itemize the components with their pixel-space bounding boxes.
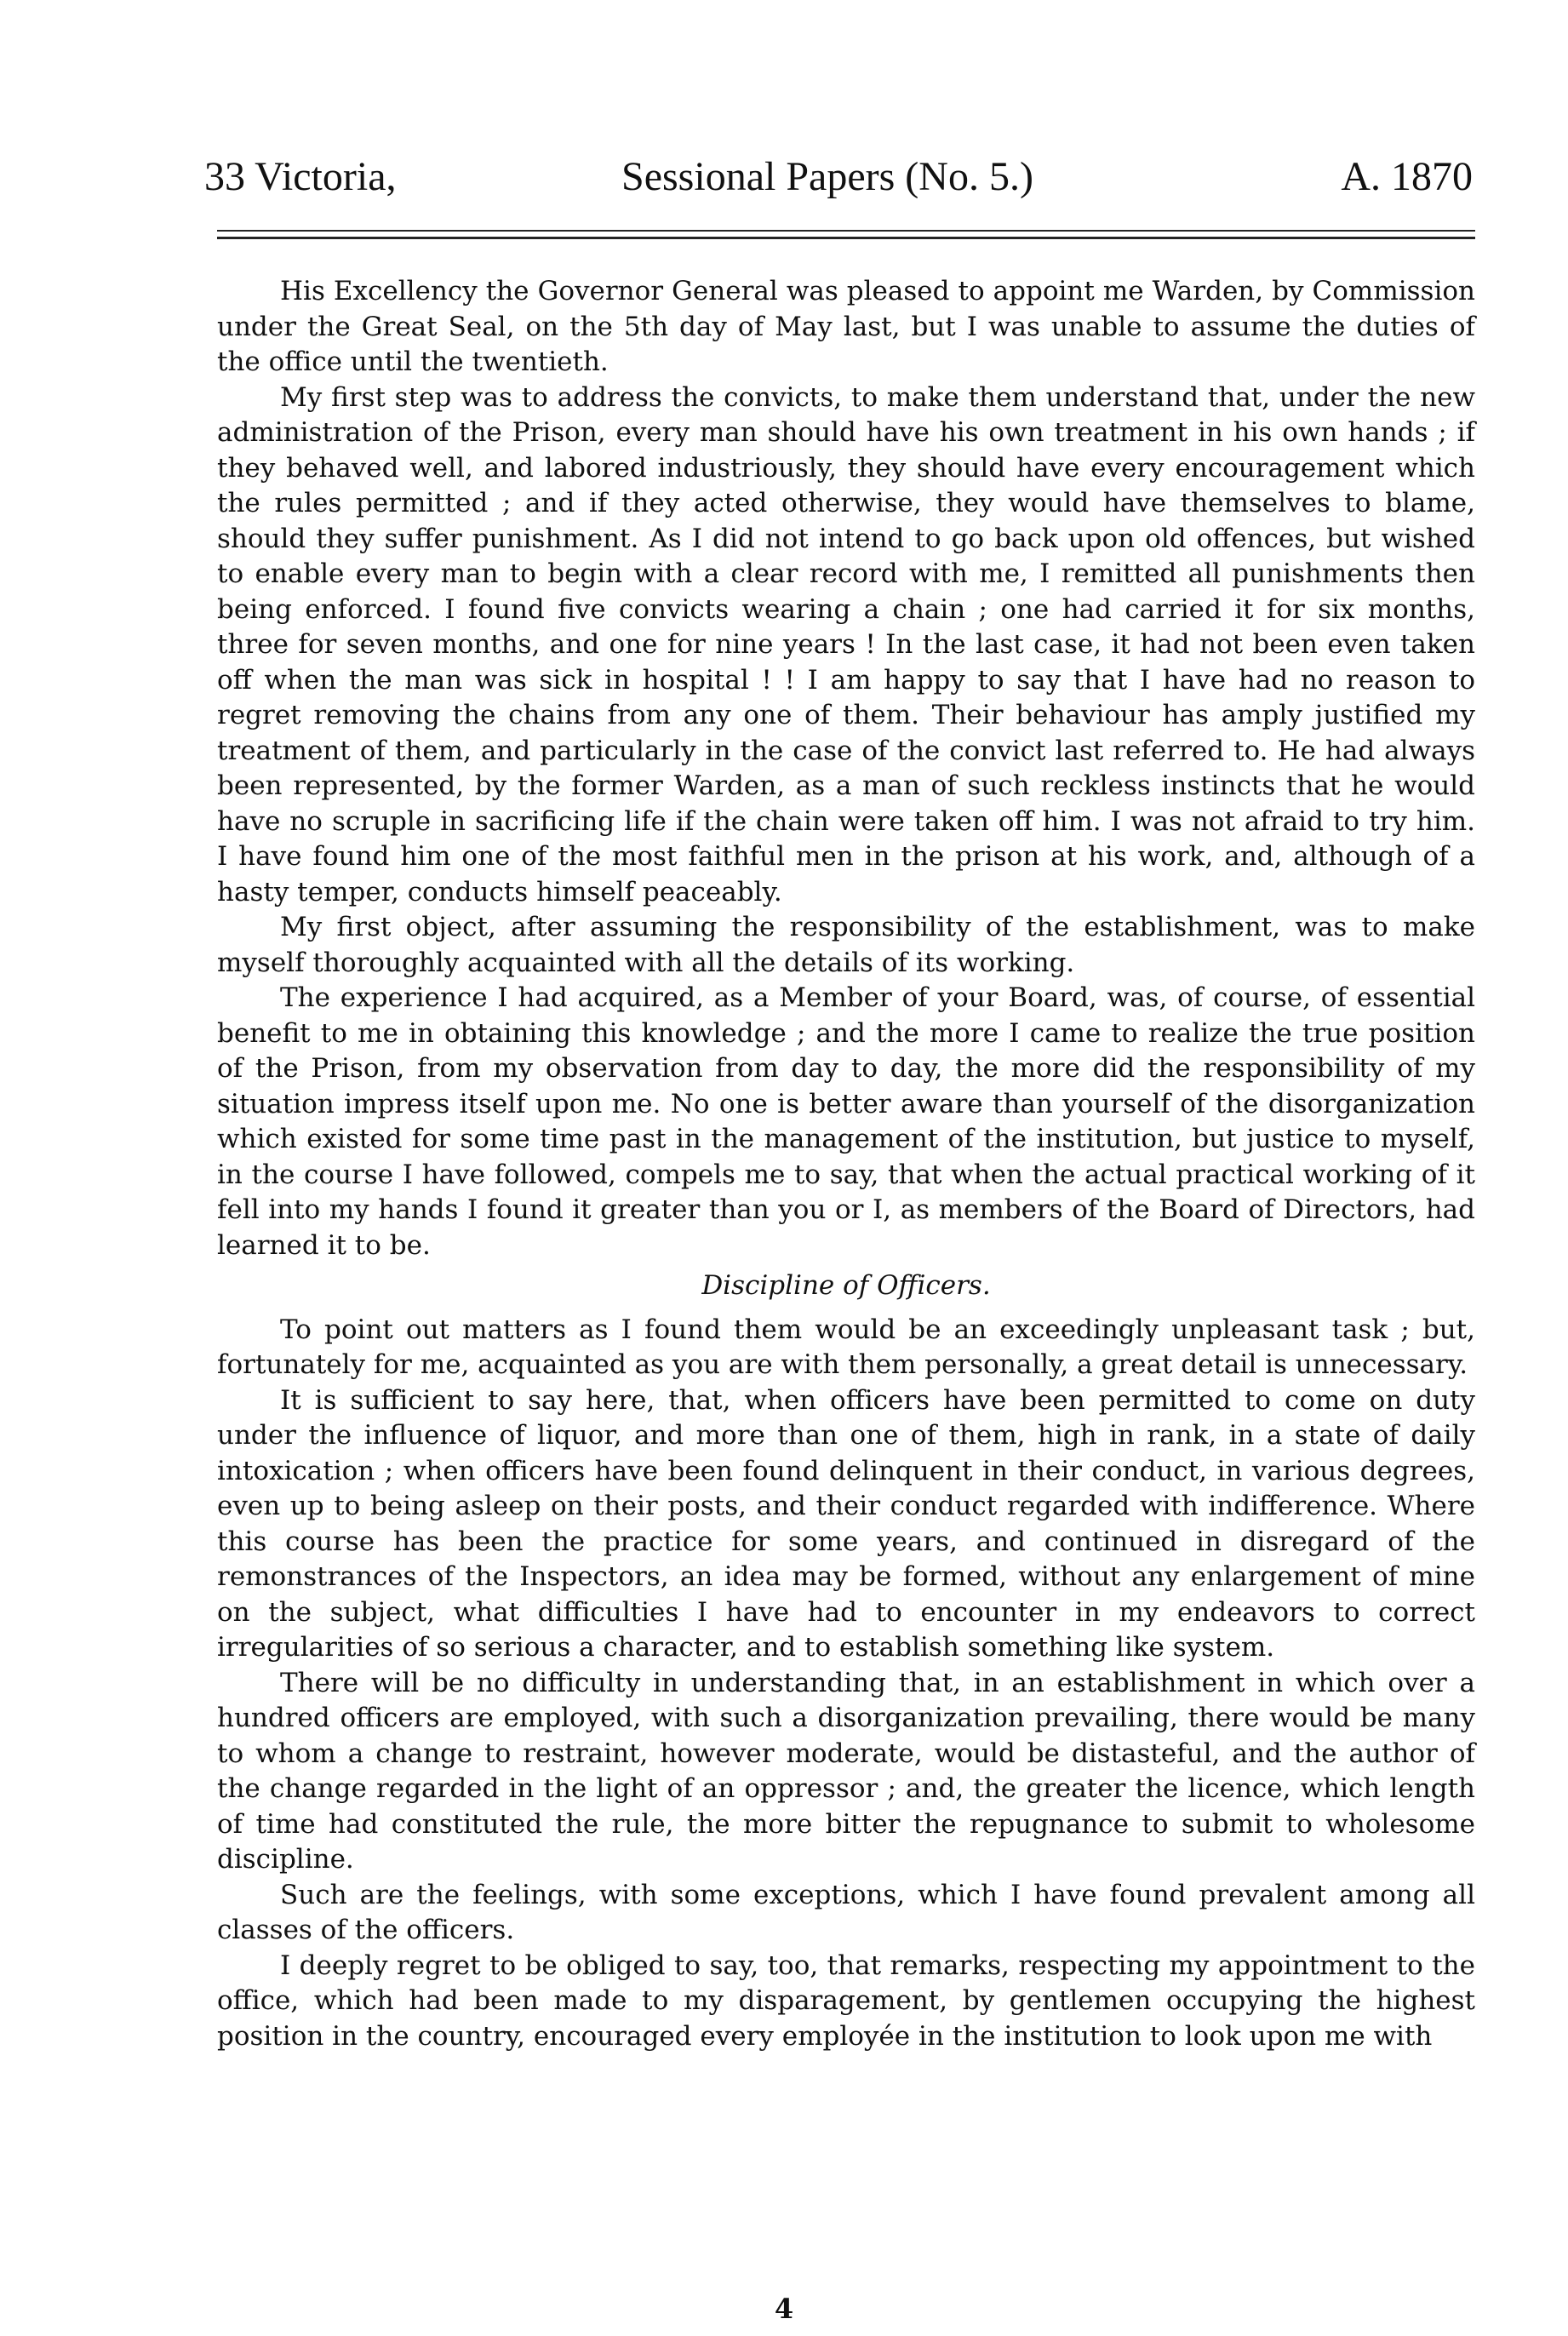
- paragraph: The experience I had acquired, as a Member of your Board, was, of course, of essential benefit to me in obtaining this knowledge ; and the more I came to realize the true position of the Prison, from my observation from day to day, the more did the responsibility of my situation impress itself upon me. No one is better aware than yourself of the disorganization which existed for some time past in the management of the institution, but justice to myself, in the course I have followed, compels me to say, that when the actual practical working of it fell into my hands I found it greater than you or I, as members of the Board of Directors, had learned it to be.: [217, 982, 1475, 1261]
- paragraph: My first step was to address the convicts, to make them understand that, under the new administration of the Prison, every man should have his own treatment in his own hands ; if they behaved well, and labored industriously, they should have every encouragement which the rules permitted ; and if they acted otherwise, they would have themselves to blame, should they suffer punishment. As I did not intend to go back upon old offences, but wished to enable every man to begin with a clear record with me, I remitted all punishments then being enforced. I found five convicts wearing a chain ; one had carried it for six months, three for seven months, and one for nine years ! In the last case, it had not been even taken off when the man was sick in hospital ! ! I am happy to say that I have had no reason to regret removing the chains from any one of them. Their behaviour has amply justified my treatment of them, and particularly in the case of the convict last referred to. He had always been represented, by the former Warden, as a man of such reckless instincts that he would have no scruple in sacrificing life if the chain were taken off him. I was not afraid to try him. I have found him one of the most faithful men in the prison at his work, and, although of a hasty temper, conducts himself peaceably.: [217, 381, 1475, 907]
- paragraph: My first object, after assuming the responsibility of the establishment, was to make myself thoroughly acquainted with all the details of its working.: [217, 912, 1475, 978]
- paragraph: Such are the feelings, with some exceptions, which I have found prevalent among all classes of the officers.: [217, 1879, 1475, 1945]
- body-text: [217, 274, 1475, 2054]
- header-session: 33 Victoria,: [204, 154, 397, 199]
- running-header: [204, 152, 1473, 203]
- paragraph: His Excellency the Governor General was pleased to appoint me Warden, by Commission under the Great Seal, on the 5th day of May last, but I was unable to assume the duties of the office until the twentieth.: [217, 276, 1475, 377]
- header-title: Sessional Papers (No. 5.): [621, 154, 1033, 199]
- paragraph: There will be no difficulty in understanding that, in an establishment in which over a hundred officers are employed, with such a disorganization prevailing, there would be many to whom a change to restraint, however moderate, would be distasteful, and the author of the change regarded in the light of an oppressor ; and, the greater the licence, which length of time had constituted the rule, the more bitter the repugnance to submit to wholesome discipline.: [217, 1667, 1475, 1875]
- paragraph: To point out matters as I found them would be an exceedingly unpleasant task ; but, fortunately for me, acquainted as you are with them personally, a great detail is unnecessary.: [217, 1314, 1475, 1380]
- section-heading: Discipline of Officers.: [701, 1270, 991, 1301]
- paragraph: It is sufficient to say here, that, when officers have been permitted to come on duty under the influence of liquor, and more than one of them, high in rank, in a state of daily intoxication ; when officers have been found delinquent in their conduct, in various degrees, even up to being asleep on their posts, and their conduct regarded with indifference. Where this course has been the practice for some years, and continued in disregard of the remonstrances of the Inspectors, an idea may be formed, without any enlargement of mine on the subject, what difficulties I have had to encounter in my endeavors to correct irregularities of so serious a character, and to establish something like system.: [217, 1384, 1475, 1663]
- page-number: 4: [774, 2293, 794, 2325]
- header-rule-thick: [217, 237, 1475, 239]
- header-rule-thin: [217, 230, 1475, 232]
- header-year: A. 1870: [1341, 154, 1473, 199]
- paragraph: I deeply regret to be obliged to say, too, that remarks, respecting my appointment to the office, which had been made to my disparagement, by gentlemen occupying the highest position in the country, encouraged every employée in the institution to look upon me with: [217, 1950, 1475, 2052]
